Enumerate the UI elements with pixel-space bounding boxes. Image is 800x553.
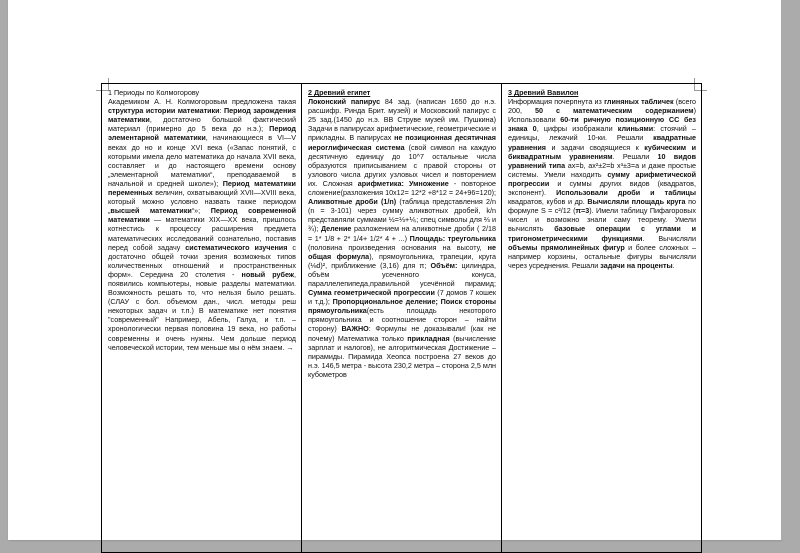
bold-term: Период современной математики: [108, 206, 296, 225]
bold-term: Период элементарной математики: [108, 124, 296, 143]
text-run: по формуле S = c²/12 (: [508, 197, 696, 216]
bold-term: структура истории математики: [108, 106, 220, 116]
text-run: Академиком А. Н. Колмогоровым предложена такая: [108, 97, 296, 107]
bold-term: базовые операции с углами и тригонометрическими функциями: [508, 224, 696, 243]
bold-term: прикладная: [407, 333, 450, 343]
column-2-body: [308, 97, 496, 379]
bold-term: Объём:: [430, 260, 458, 270]
text-run: цилиндра, объём усеченного конуса, параллелепипеда,правильной усечённой пирамид;: [308, 260, 496, 288]
text-run: ) Использовали: [508, 106, 696, 125]
bold-term: Деление: [320, 224, 352, 234]
bold-term: сумму арифметической прогрессии: [508, 169, 696, 188]
text-run: — математики XIX—XX века, пришлось котнестись к процессу расширения предмета математических исследований сознательно, поставив перед собой задачу: [108, 215, 296, 252]
bold-term: Локонский папирус: [308, 97, 381, 107]
text-run: (свой символ на каждую десятичную единицу до 10^7 остальные числа образуются приписыванием с правой стороны от узлового числа других узловых чисел и повторением их. Сложная: [308, 142, 496, 188]
bold-term: Пропорциональное деление; Поиск стороны прямоугольника: [308, 297, 496, 316]
text-run: ). Имели таблицу Пифагоровых чисел и возможно знали саму теорему. Умели вычислять: [508, 206, 696, 234]
text-run: величин, охватывающий XVII—XVIII века, который можно условно назвать также периодом „: [108, 188, 296, 216]
bold-term: высшей математики: [110, 206, 192, 216]
content-table: [101, 83, 702, 553]
text-run: (7 домов 7 кошек и т.д.);: [308, 288, 496, 307]
bold-term: глиняных табличек: [604, 97, 674, 107]
text-run: Информация почерпнута из: [508, 97, 605, 107]
bold-term: квадратные уравнения: [508, 133, 696, 152]
text-run: разложением на аликвотные дроби ( 2/18 = 1* 1/8 + 2* 1/4+ 1/2* 4 + ...): [308, 224, 496, 243]
bold-term: ВАЖНО: [341, 324, 369, 334]
text-run: “»;: [191, 206, 211, 216]
text-run: (есть площадь некоторого прямоугольника и соотношение сторон – найти сторону): [308, 306, 496, 334]
bold-term: кубическим и биквадратным уравнениям: [508, 142, 696, 161]
text-run: : Формулы не доказывали! (как не почему) Математика только: [308, 324, 496, 343]
bold-term: π=3: [575, 206, 590, 216]
text-run: ), прямоугольника, трапеции, круга (⅛d)², приближение (3,16) для π;: [308, 251, 496, 270]
bold-term: Вычисляли площадь круга: [587, 197, 686, 207]
text-run: . Решали: [612, 151, 658, 161]
column-2[interactable]: [302, 84, 502, 553]
text-run: и суммы других видов (квадратов, экспонент).: [508, 178, 696, 198]
text-run: , появились компьютеры, новые разделы математики. Возможность решать то, что нельзя было решать. (СЛАУ с бол. объемом дан., числ. методы реш некоторых задач и т.п.) В математике нет понятия "современный" Например, Абель, Галуа, и т.п. – хронологически первая половина 19 века, но работы современны и очень нужны. Чем дольше период человеческой истории, тем меньше мы о нём знаем. →: [108, 269, 296, 352]
text-run: .: [672, 260, 675, 270]
text-run: : стоячий – единицы, лежачий 10-ки. Решали: [508, 124, 696, 143]
bold-term: арифметика: Умножение: [357, 178, 449, 188]
bold-term: объемы прямолинейных фигур: [508, 242, 625, 252]
column-1[interactable]: [102, 84, 302, 553]
bold-term: систематического изучения: [185, 242, 288, 252]
bold-term: 60-ти ричную позиционную СС без знака 0: [508, 115, 696, 134]
text-run: (таблица представления 2/n (n = 3-101) через сумму аликвотных дробей, k/n представляли суммами ½=⅓+⅙; спец символы для ⅔ и ¾);: [308, 197, 496, 234]
bold-term: не позиционная десятичная иероглифическая система: [308, 133, 496, 152]
bold-term: задачи на проценты: [600, 260, 673, 270]
text-run: (половина произведения основания на высоту,: [308, 242, 488, 252]
bold-term: Период зарождения математики: [108, 106, 296, 125]
text-run: , начинающиеся в VI—V веках до но и конце XVI века («Запас понятий, с которыми имела дело математика до начала XVII века, составляет и до настоящего времени основу „элементарной математики“, преподаваемой в начальной и средней школе»);: [108, 133, 296, 188]
text-run: . Вычисляли: [642, 233, 696, 243]
bold-term: Площадь: треугольника: [409, 233, 496, 243]
bold-term: 10 видов уравнений типа: [508, 151, 696, 170]
column-3[interactable]: [502, 84, 702, 553]
column-3-heading: 3 Древний Вавилон: [508, 88, 579, 97]
text-run: и задачи сводящиеся к: [546, 142, 645, 152]
text-run: и более сложных – например корзины, остальные фигуры вычисляли через усреднения. Решали: [508, 242, 696, 270]
vertical-scrollbar[interactable]: [781, 0, 800, 540]
bold-term: Сумма геометрической прогрессии: [308, 288, 435, 298]
text-run: , цифры изображали: [536, 124, 618, 134]
text-run: ax=b, ax²±2=b x³±3=a и даже простые системы. Умели находить: [508, 160, 696, 179]
text-run: , достаточно большой фактический материал (примерно до 5 века до н.э.);: [108, 115, 296, 134]
bold-term: клиньями: [617, 124, 654, 134]
column-1-heading: 1 Периоды по Колмогорову: [108, 88, 200, 97]
text-run: (вычисление зарплат и налогов), не алгоритмическая Достижение – пирамиды. Пирамида Хеопса построена 27 веков до н.э. 146,5 метра - высота 230,2 метра – сторона 2,5 млн кубометров: [308, 333, 496, 379]
text-run: 84 зад. (написан 1650 до н.э. расшифр. Ринда Брит. музей) и Московский папирус с 25 зад.(1450 до н.э. ВВ Струве музей им. Пушкина) Задачи в папирусах арифметические, геометрические и прикладны. В папирусах: [308, 97, 496, 143]
text-run: (всего 200,: [508, 97, 696, 116]
column-1-body: [108, 97, 296, 352]
bold-term: Аликвотные дроби (1/n): [308, 197, 397, 207]
bold-term: не общая формула: [308, 242, 496, 261]
text-run: с достаточно общей точки зрения возможных типов количественных отношений и пространственных форм». Середина 20 столетия -: [108, 242, 296, 279]
text-run: квадратов, кубов и др.: [508, 197, 588, 207]
column-2-heading: 2 Древний египет: [308, 88, 371, 97]
bold-term: Период математики переменных: [108, 178, 296, 198]
text-run: - повторное сложение(разложения 10x12= 12*2 +8*12 = 24+96=120);: [308, 178, 497, 198]
text-run: :: [219, 106, 224, 116]
bold-term: 50 с математическим содержанием: [535, 106, 694, 116]
bold-term: Использовали дроби и таблицы: [556, 188, 696, 198]
bold-term: новый рубеж: [241, 269, 294, 279]
column-3-body: [508, 97, 696, 270]
